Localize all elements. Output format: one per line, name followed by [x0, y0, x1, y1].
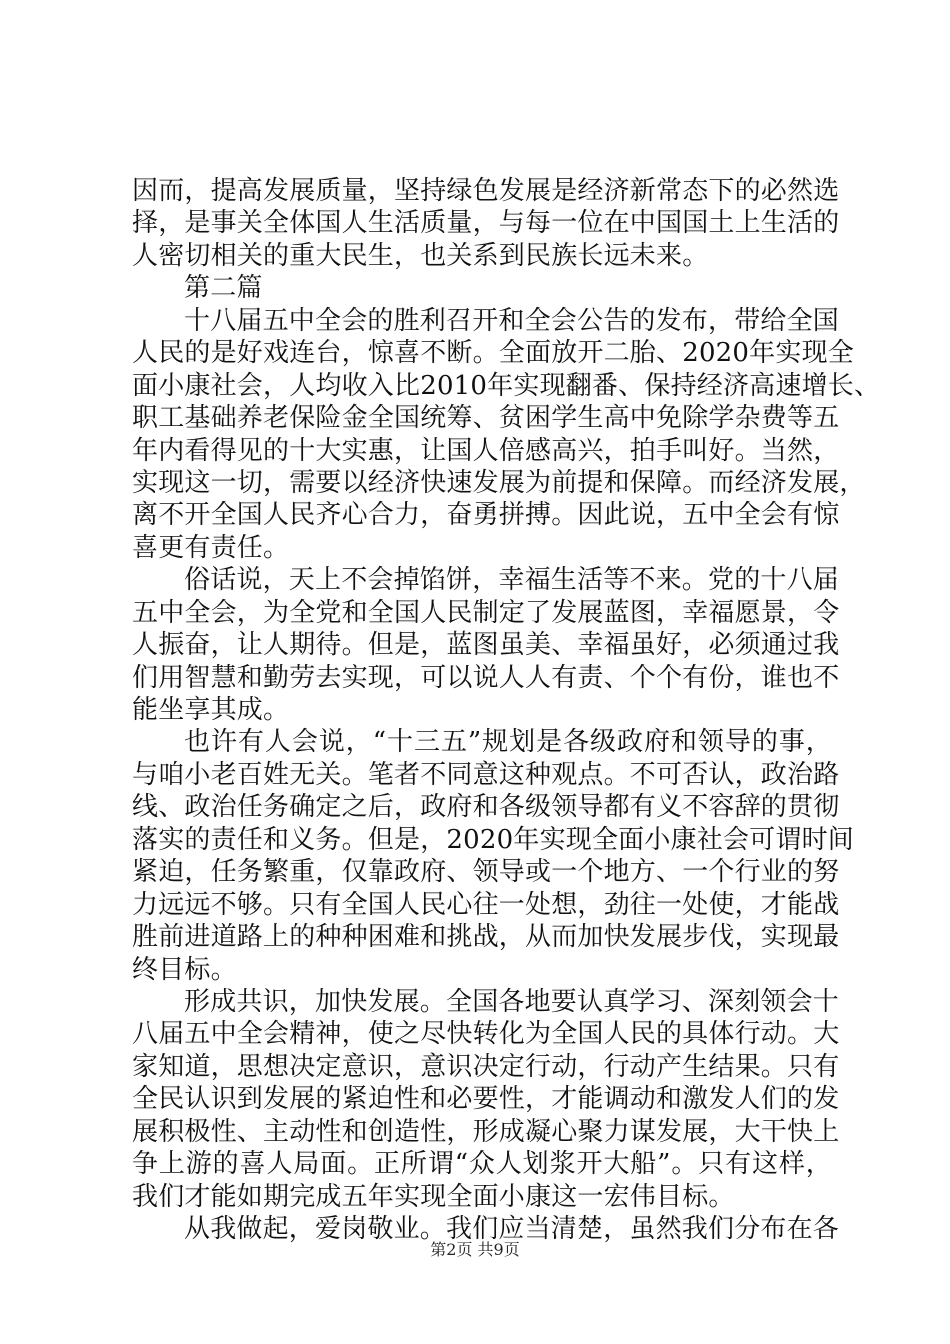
text-line: 线、政治任务确定之后，政府和各级领导都有义不容辞的贯彻 — [132, 792, 840, 823]
document-body — [132, 175, 881, 1245]
text-line: 俗话说，天上不会掉馅饼，幸福生活等不来。党的十八届 — [184, 565, 840, 596]
text-line: 力远远不够。只有全国人民心往一处想，劲往一处使，才能战 — [132, 889, 840, 920]
text-line: 我们才能如期完成五年实现全面小康这一宏伟目标。 — [132, 1181, 735, 1212]
text-line: 因而，提高发展质量，坚持绿色发展是经济新常态下的必然选 — [132, 176, 840, 206]
text-line: 八届五中全会精神，使之尽快转化为全国人民的具体行动。大 — [132, 1019, 840, 1050]
text-line: 离不开全国人民齐心合力，奋勇拼搏。因此说，五中全会有惊 — [132, 500, 840, 531]
text-line: 实现这一切，需要以经济快速发展为前提和保障。而经济发展， — [132, 467, 866, 498]
text-line: 争上游的喜人局面。正所谓“众人划浆开大船”。只有这样， — [132, 1149, 832, 1180]
page-footer: 第2页 共9页 — [430, 1240, 520, 1259]
text-line: 能坐享其成。 — [132, 695, 290, 725]
text-line: 与咱小老百姓无关。笔者不同意这种观点。不可否认，政治路 — [132, 759, 840, 790]
text-line: 面小康社会，人均收入比2010年实现翻番、保持经济高速增长、 — [132, 370, 881, 401]
text-line: 紧迫，任务繁重，仅靠政府、领导或一个地方、一个行业的努 — [132, 857, 840, 888]
text-line: 十八届五中全会的胜利召开和全会公告的发布，带给全国 — [184, 305, 840, 336]
text-line: 胜前进道路上的种种困难和挑战，从而加快发展步伐，实现最 — [132, 922, 840, 953]
text-line: 家知道，思想决定意识，意识决定行动，行动产生结果。只有 — [132, 1051, 840, 1082]
text-line: 也许有人会说，“十三五”规划是各级政府和领导的事， — [184, 727, 832, 758]
text-line: 喜更有责任。 — [132, 532, 290, 563]
text-line: 年内看得见的十大实惠，让国人倍感高兴，拍手叫好。当然， — [132, 435, 840, 466]
text-line: 从我做起，爱岗敬业。我们应当清楚，虽然我们分布在各 — [184, 1214, 840, 1244]
text-line: 人密切相关的重大民生，也关系到民族长远未来。 — [132, 240, 709, 271]
text-line: 第二篇 — [184, 273, 263, 304]
text-line: 形成共识，加快发展。全国各地要认真学习、深刻领会十 — [184, 986, 840, 1017]
text-line: 人民的是好戏连台，惊喜不断。全面放开二胎、2020年实现全 — [132, 338, 854, 369]
text-line: 们用智慧和勤劳去实现，可以说人人有责、个个有份，谁也不 — [132, 662, 840, 693]
text-line: 落实的责任和义务。但是，2020年实现全面小康社会可谓时间 — [132, 824, 854, 855]
text-line: 职工基础养老保险金全国统筹、贫困学生高中免除学杂费等五 — [132, 403, 840, 434]
text-line: 人振奋，让人期待。但是，蓝图虽美、幸福虽好，必须通过我 — [132, 630, 840, 661]
text-line: 展积极性、主动性和创造性，形成凝心聚力谋发展，大干快上 — [132, 1116, 840, 1147]
text-line: 择，是事关全体国人生活质量，与每一位在中国国土上生活的 — [132, 208, 840, 239]
text-line: 全民认识到发展的紧迫性和必要性，才能调动和激发人们的发 — [132, 1084, 840, 1115]
text-line: 终目标。 — [132, 954, 237, 985]
text-line: 五中全会，为全党和全国人民制定了发展蓝图，幸福愿景，令 — [132, 597, 840, 628]
